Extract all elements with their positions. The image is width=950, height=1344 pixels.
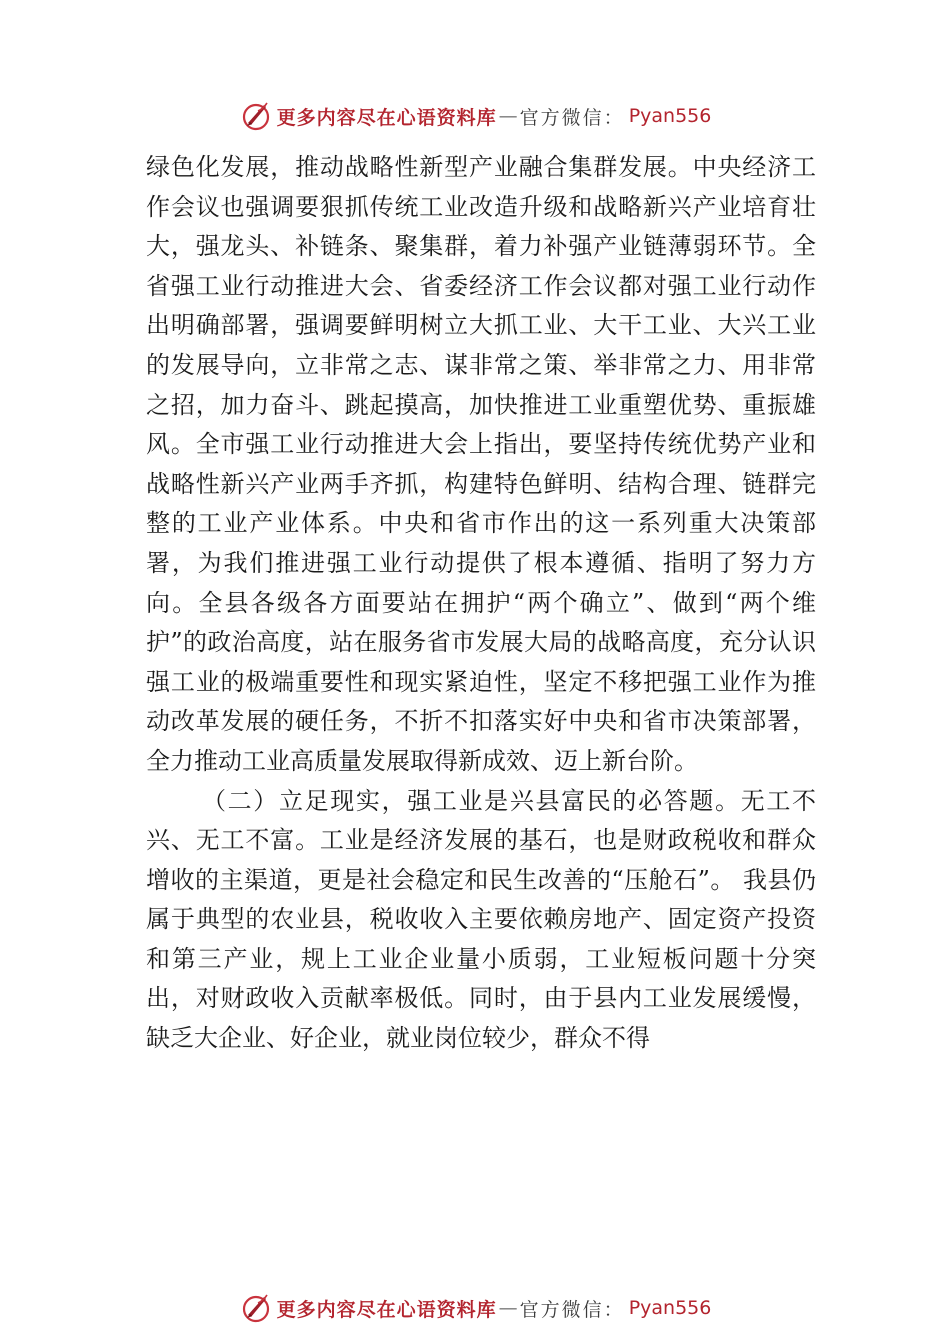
banner-site-text: 更多内容尽在心语资料库 bbox=[276, 1298, 497, 1321]
body-paragraph-1: 绿色化发展，推动战略性新型产业融合集群发展。中央经济工作会议也强调要狠抓传统工业改造升级和战略新兴产业培育壮大，强龙头、补链条、聚集群，着力补强产业链薄弱环节。全省强工业行动推进大会、省委经济工作会议都对强工业行动作出明确部署，强调要鲜明树立大抓工业、大干工业、大兴工业的发展导向，立非常之志、谋非常之策、举非常之力、用非常之招，加力奋斗、跳起摸高，加快推进工业重塑优势、重振雄风。全市强工业行动推进大会上指出，要坚持传统优势产业和战略性新兴产业两手齐抓，构建特色鲜明、结构合理、链群完整的工业产业体系。中央和省市作出的这一系列重大决策部署，为我们推进强工业行动提供了根本遵循、指明了努力方向。全县各级各方面要站在拥护“两个确立”、做到“两个维护”的政治高度，站在服务省市发展大局的战略高度，充分认识强工业的极端重要性和现实紧迫性，坚定不移把强工业作为推动改革发展的硬任务，不折不扣落实好中央和省市决策部署，全力推动工业高质量发展取得新成效、迈上新台阶。 bbox=[146, 153, 816, 775]
header-watermark-banner bbox=[0, 94, 950, 138]
banner-wechat-id: Pyan556 bbox=[628, 105, 712, 127]
banner-separator: — bbox=[498, 105, 518, 127]
footer-watermark-banner bbox=[0, 1286, 950, 1330]
banner-wechat-label: 官方微信： bbox=[519, 106, 625, 129]
quill-seal-icon bbox=[239, 1291, 273, 1325]
document-body bbox=[146, 148, 816, 1059]
banner-wechat-label: 官方微信： bbox=[519, 1298, 625, 1321]
body-paragraph-2: （二）立足现实，强工业是兴县富民的必答题。无工不兴、无工不富。工业是经济发展的基石，也是财政税收和群众增收的主渠道，更是社会稳定和民生改善的“压舱石”。 我县仍属于典型的农业县，税收收入主要依赖房地产、固定资产投资和第三产业，规上工业企业量小质弱，工业短板问题十分突出，对财政收入贡献率极低。同时，由于县内工业发展缓慢，缺乏大企业、好企业，就业岗位较少，群众不得 bbox=[146, 786, 816, 1053]
quill-seal-icon bbox=[239, 99, 273, 133]
banner-separator: — bbox=[498, 1297, 518, 1319]
banner-site-text: 更多内容尽在心语资料库 bbox=[276, 106, 497, 129]
banner-wechat-id: Pyan556 bbox=[628, 1297, 712, 1319]
